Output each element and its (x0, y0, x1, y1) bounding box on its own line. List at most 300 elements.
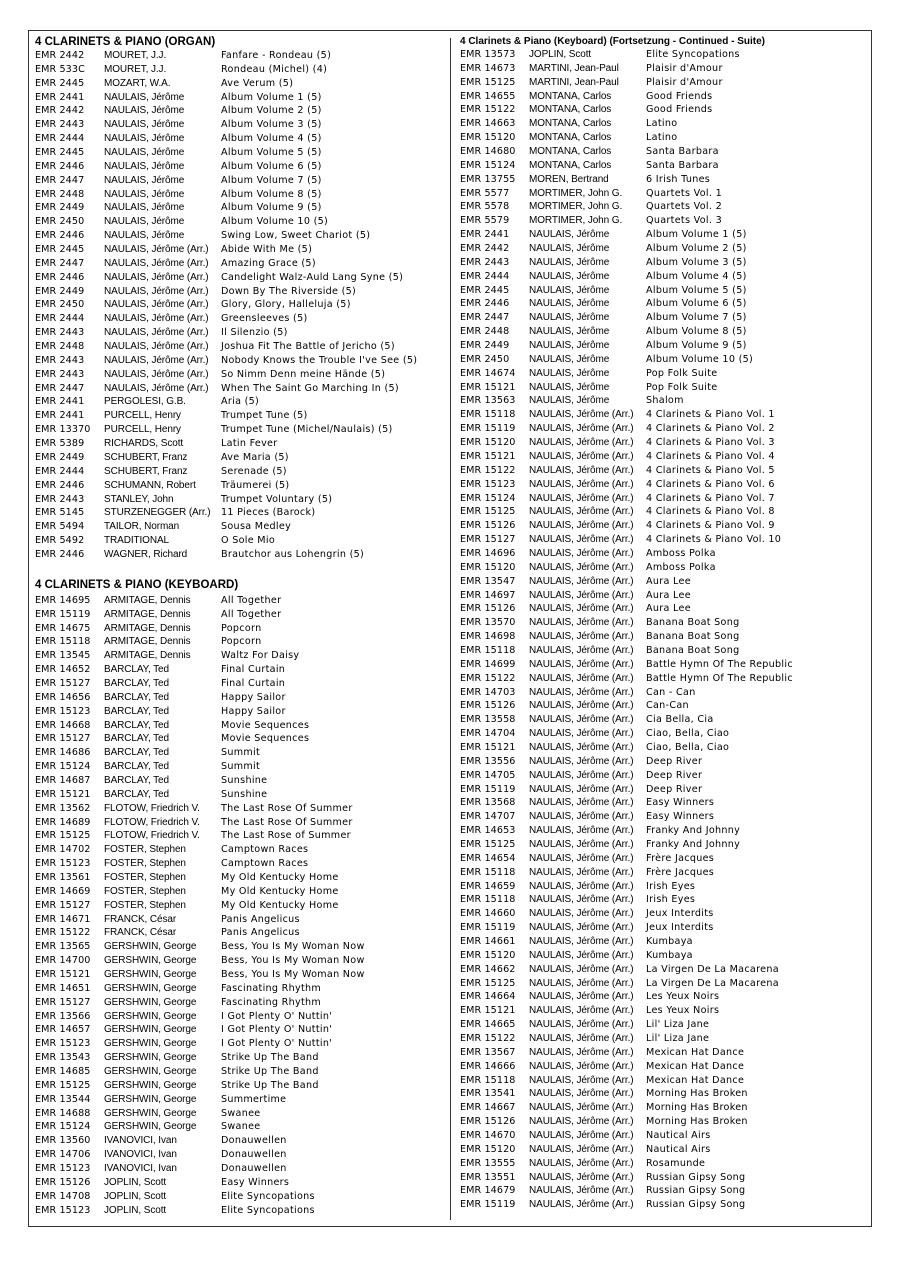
composer-name: GERSHWIN, George (104, 1093, 197, 1105)
composer-name: JOPLIN, Scott (529, 49, 592, 60)
composer-name: GERSHWIN, George (104, 1010, 197, 1022)
catalog-entry (460, 727, 870, 741)
composer-name: NAULAIS, Jérôme (104, 188, 185, 200)
piece-title: Morning Has Broken (646, 1102, 748, 1114)
catalog-entry (35, 649, 445, 663)
piece-title: Banana Boat Song (646, 631, 740, 643)
catalog-entry (35, 271, 445, 285)
piece-title: Pop Folk Suite (646, 367, 718, 379)
piece-title: Banana Boat Song (646, 644, 740, 656)
catalog-entry (35, 340, 445, 354)
catalog-entry (35, 1023, 445, 1037)
catalog-number: EMR 15123 (35, 1204, 91, 1216)
catalog-number: EMR 15127 (35, 996, 91, 1008)
piece-title: Easy Winners (221, 1176, 290, 1188)
composer-name: NAULAIS, Jérôme (Arr.) (104, 271, 209, 283)
catalog-entry (460, 173, 870, 187)
catalog-number: EMR 13556 (460, 755, 516, 767)
catalog-entry (35, 382, 445, 396)
piece-title: Nautical Airs (646, 1130, 711, 1142)
composer-name: STURZENEGGER (Arr.) (104, 507, 211, 519)
composer-name: ARMITAGE, Dennis (104, 594, 191, 606)
composer-name: IVANOVICI, Ivan (104, 1163, 177, 1175)
piece-title: Jeux Interdits (646, 908, 714, 920)
piece-title: Album Volume 8 (5) (221, 188, 322, 200)
piece-title: Fanfare - Rondeau (5) (221, 50, 332, 61)
catalog-entry (460, 658, 870, 672)
composer-name: NAULAIS, Jérôme (529, 243, 610, 255)
piece-title: Frère Jacques (646, 866, 715, 878)
piece-title: Sunshine (221, 788, 268, 800)
catalog-number: EMR 15122 (460, 672, 516, 684)
catalog-number: EMR 15120 (460, 132, 516, 144)
piece-title: Greensleeves (5) (221, 313, 308, 325)
piece-title: Battle Hymn Of The Republic (646, 658, 793, 670)
piece-title: Les Yeux Noirs (646, 991, 720, 1003)
section-gap (35, 562, 445, 578)
catalog-entry (35, 705, 445, 719)
piece-title: Album Volume 3 (5) (221, 119, 322, 131)
catalog-entry (35, 996, 445, 1010)
catalog-entry (460, 90, 870, 104)
catalog-entry (460, 977, 870, 991)
piece-title: Abide With Me (5) (221, 244, 313, 256)
composer-name: GERSHWIN, George (104, 982, 197, 994)
catalog-number: EMR 15119 (460, 783, 516, 795)
piece-title: My Old Kentucky Home (221, 885, 339, 897)
catalog-number: EMR 13370 (35, 424, 91, 436)
catalog-entry (35, 1051, 445, 1065)
catalog-entry (35, 1120, 445, 1134)
composer-name: NAULAIS, Jérôme (Arr.) (529, 658, 634, 670)
catalog-number: EMR 2444 (460, 270, 510, 282)
piece-title: Il Silenzio (5) (221, 327, 288, 339)
piece-title: Quartets Vol. 3 (646, 215, 722, 227)
composer-name: ARMITAGE, Dennis (104, 636, 191, 648)
catalog-entry (35, 160, 445, 174)
composer-name: GERSHWIN, George (104, 996, 197, 1008)
piece-title: Album Volume 3 (5) (646, 256, 747, 268)
composer-name: NAULAIS, Jérôme (Arr.) (529, 838, 634, 850)
catalog-number: EMR 2450 (35, 299, 85, 311)
catalog-entry (35, 871, 445, 885)
composer-name: BARCLAY, Ted (104, 677, 169, 689)
piece-title: Bess, You Is My Woman Now (221, 969, 365, 980)
composer-name: MARTINI, Jean-Paul (529, 62, 619, 74)
piece-title: Cia Bella, Cia (646, 714, 714, 726)
catalog-entry (35, 1190, 445, 1204)
piece-title: Donauwellen (221, 1135, 287, 1147)
catalog-number: EMR 14680 (460, 146, 516, 158)
piece-title: Mexican Hat Dance (646, 1046, 745, 1058)
catalog-entry (35, 312, 445, 326)
catalog-number: EMR 2444 (35, 465, 85, 477)
piece-title: Good Friends (646, 104, 713, 116)
piece-title: Album Volume 6 (5) (221, 160, 322, 172)
catalog-number: EMR 13555 (460, 1157, 516, 1169)
composer-name: NAULAIS, Jérôme (529, 326, 610, 338)
catalog-entry (35, 1162, 445, 1176)
piece-title: La Virgen De La Macarena (646, 977, 779, 989)
catalog-number: EMR 2442 (35, 50, 85, 61)
composer-name: NAULAIS, Jérôme (529, 353, 610, 365)
catalog-entry (35, 1037, 445, 1051)
composer-name: NAULAIS, Jérôme (Arr.) (529, 437, 634, 449)
composer-name: NAULAIS, Jérôme (Arr.) (104, 257, 209, 269)
catalog-number: EMR 13544 (35, 1093, 91, 1105)
catalog-number: EMR 14699 (460, 658, 516, 670)
catalog-number: EMR 14673 (460, 62, 516, 74)
composer-name: NAULAIS, Jérôme (Arr.) (104, 382, 209, 394)
catalog-number: EMR 2446 (35, 271, 85, 283)
catalog-number: EMR 14674 (460, 367, 516, 379)
catalog-entry (35, 229, 445, 243)
catalog-number: EMR 2442 (35, 105, 85, 117)
catalog-number: EMR 15125 (460, 838, 516, 850)
catalog-number: EMR 14707 (460, 811, 516, 823)
piece-title: Down By The Riverside (5) (221, 285, 357, 297)
piece-title: Ciao, Bella, Ciao (646, 728, 730, 740)
piece-title: Russian Gipsy Song (646, 1171, 746, 1183)
catalog-number: EMR 14679 (460, 1185, 516, 1197)
composer-name: NAULAIS, Jérôme (Arr.) (529, 991, 634, 1003)
piece-title: Shalom (646, 395, 684, 407)
composer-name: MORTIMER, John G. (529, 187, 623, 199)
catalog-entry (460, 1018, 870, 1032)
catalog-entry (35, 354, 445, 368)
catalog-entry (460, 519, 870, 533)
catalog-number: EMR 14653 (460, 825, 516, 837)
catalog-entry (460, 1184, 870, 1198)
piece-title: Popcorn (221, 622, 262, 634)
catalog-entry (460, 547, 870, 561)
catalog-entry (460, 741, 870, 755)
section-heading-organ: 4 CLARINETS & PIANO (ORGAN) (35, 36, 216, 48)
piece-title: Sunshine (221, 774, 268, 786)
catalog-entry (35, 1148, 445, 1162)
composer-name: BARCLAY, Ted (104, 788, 169, 800)
composer-name: NAULAIS, Jérôme (Arr.) (529, 963, 634, 975)
catalog-entry (35, 77, 445, 91)
piece-title: Amboss Polka (646, 561, 716, 573)
composer-name: FOSTER, Stephen (104, 885, 186, 897)
piece-title: Kumbaya (646, 936, 693, 947)
catalog-entry (460, 935, 870, 949)
catalog-number: EMR 14656 (35, 691, 91, 703)
catalog-number: EMR 2445 (460, 284, 510, 296)
piece-title: All Together (221, 594, 282, 606)
piece-title: Deep River (646, 755, 703, 767)
catalog-number: EMR 2441 (460, 229, 510, 241)
catalog-number: EMR 13560 (35, 1135, 91, 1147)
catalog-entry (35, 913, 445, 927)
catalog-entry (460, 325, 870, 339)
catalog-number: EMR 2450 (460, 353, 510, 365)
catalog-entry (460, 949, 870, 963)
catalog-entry (35, 608, 445, 622)
catalog-number: EMR 15118 (35, 636, 91, 648)
composer-name: MONTANA, Carlos (529, 104, 612, 116)
catalog-number: EMR 2441 (35, 91, 85, 103)
piece-title: I Got Plenty O' Nuttin' (221, 1024, 333, 1036)
catalog-entry (460, 422, 870, 436)
catalog-number: EMR 14702 (35, 844, 91, 856)
composer-name: GERSHWIN, George (104, 1121, 197, 1133)
composer-name: NAULAIS, Jérôme (Arr.) (529, 728, 634, 740)
catalog-number: EMR 5492 (35, 535, 85, 547)
piece-title: Good Friends (646, 90, 713, 102)
piece-title: Album Volume 1 (5) (221, 91, 322, 103)
composer-name: NAULAIS, Jérôme (104, 216, 185, 228)
piece-title: O Sole Mio (221, 535, 275, 547)
catalog-entry (460, 159, 870, 173)
catalog-entry (35, 395, 445, 409)
composer-name: NAULAIS, Jérôme (Arr.) (529, 617, 634, 629)
piece-title: Album Volume 4 (5) (646, 270, 747, 282)
composer-name: MORTIMER, John G. (529, 201, 623, 213)
piece-title: Aura Lee (646, 575, 691, 587)
catalog-number: EMR 15123 (35, 858, 91, 870)
composer-name: BARCLAY, Ted (104, 719, 169, 731)
catalog-number: EMR 15122 (35, 927, 91, 939)
catalog-number: EMR 2447 (35, 382, 85, 394)
piece-title: Lil' Liza Jane (646, 1019, 710, 1031)
composer-name: MOURET, J.J. (104, 50, 167, 61)
catalog-entry (460, 1143, 870, 1157)
catalog-number: EMR 2446 (460, 298, 510, 310)
catalog-entry (35, 1107, 445, 1121)
catalog-number: EMR 14660 (460, 908, 516, 920)
piece-title: Aura Lee (646, 589, 691, 601)
composer-name: FOSTER, Stephen (104, 871, 186, 883)
composer-name: NAULAIS, Jérôme (Arr.) (529, 686, 634, 698)
catalog-number: EMR 14668 (35, 719, 91, 731)
composer-name: NAULAIS, Jérôme (Arr.) (104, 299, 209, 311)
catalog-entry (35, 899, 445, 913)
catalog-entry (460, 561, 870, 575)
catalog-entry (460, 769, 870, 783)
catalog-entry (460, 214, 870, 228)
catalog-number: EMR 5494 (35, 521, 85, 533)
catalog-entry (460, 394, 870, 408)
piece-title: Latin Fever (221, 438, 278, 450)
catalog-number: EMR 2441 (35, 410, 85, 422)
piece-title: Easy Winners (646, 797, 715, 809)
composer-name: NAULAIS, Jérôme (529, 270, 610, 282)
piece-title: The Last Rose Of Summer (221, 816, 353, 828)
composer-name: NAULAIS, Jérôme (Arr.) (529, 464, 634, 476)
composer-name: GERSHWIN, George (104, 941, 197, 953)
composer-name: GERSHWIN, George (104, 1107, 197, 1119)
piece-title: I Got Plenty O' Nuttin' (221, 1038, 333, 1050)
catalog-entry (35, 760, 445, 774)
catalog-number: EMR 13543 (35, 1052, 91, 1064)
catalog-number: EMR 2443 (35, 327, 85, 339)
composer-name: GERSHWIN, George (104, 955, 197, 967)
composer-name: NAULAIS, Jérôme (Arr.) (529, 603, 634, 615)
piece-title: Candelight Walz-Auld Lang Syne (5) (221, 271, 404, 283)
piece-title: 4 Clarinets & Piano Vol. 7 (646, 492, 775, 504)
piece-title: Album Volume 4 (5) (221, 133, 322, 145)
catalog-number: EMR 2448 (35, 188, 85, 200)
piece-title: Waltz For Daisy (221, 650, 300, 662)
catalog-entry (460, 824, 870, 838)
catalog-entry (460, 575, 870, 589)
catalog-number: EMR 15118 (460, 1074, 516, 1086)
catalog-entry (460, 284, 870, 298)
piece-title: 4 Clarinets & Piano Vol. 4 (646, 450, 775, 462)
piece-title: 4 Clarinets & Piano Vol. 8 (646, 506, 775, 518)
piece-title: Glory, Glory, Halleluja (5) (221, 299, 351, 311)
composer-name: NAULAIS, Jérôme (104, 91, 185, 103)
catalog-entry (35, 816, 445, 830)
catalog-number: EMR 13755 (460, 173, 516, 185)
composer-name: SCHUBERT, Franz (104, 451, 188, 463)
composer-name: NAULAIS, Jérôme (Arr.) (529, 506, 634, 518)
catalog-entry (35, 285, 445, 299)
composer-name: NAULAIS, Jérôme (104, 105, 185, 117)
catalog-number: EMR 15124 (460, 159, 516, 171)
catalog-number: EMR 2443 (35, 354, 85, 366)
catalog-entry (460, 311, 870, 325)
catalog-number: EMR 2445 (35, 77, 85, 89)
catalog-entry (35, 774, 445, 788)
section-heading-keyboard: 4 CLARINETS & PIANO (KEYBOARD) (35, 578, 239, 591)
catalog-entry (460, 602, 870, 616)
piece-title: Panis Angelicus (221, 913, 300, 925)
catalog-number: EMR 15124 (460, 492, 516, 504)
piece-title: Rondeau (Michel) (4) (221, 63, 328, 75)
composer-name: MONTANA, Carlos (529, 159, 612, 171)
composer-name: NAULAIS, Jérôme (529, 381, 610, 393)
piece-title: Banana Boat Song (646, 617, 740, 629)
composer-name: NAULAIS, Jérôme (Arr.) (529, 741, 634, 753)
catalog-entry (35, 746, 445, 760)
catalog-number: EMR 14666 (460, 1060, 516, 1072)
piece-title: Movie Sequences (221, 719, 310, 731)
catalog-number: EMR 13551 (460, 1171, 516, 1183)
composer-name: NAULAIS, Jérôme (Arr.) (529, 589, 634, 601)
composer-name: FRANCK, César (104, 927, 177, 939)
catalog-number: EMR 5145 (35, 507, 85, 519)
catalog-number: EMR 14696 (460, 547, 516, 559)
composer-name: MONTANA, Carlos (529, 118, 612, 130)
composer-name: NAULAIS, Jérôme (Arr.) (529, 409, 634, 421)
catalog-number: EMR 15126 (460, 603, 516, 615)
catalog-number: EMR 2446 (35, 160, 85, 172)
catalog-number: EMR 2443 (460, 256, 510, 268)
catalog-entry (35, 188, 445, 202)
catalog-entry (35, 594, 445, 608)
piece-title: Album Volume 2 (5) (646, 243, 747, 255)
composer-name: IVANOVICI, Ivan (104, 1149, 177, 1161)
composer-name: NAULAIS, Jérôme (529, 284, 610, 296)
catalog-entry (460, 644, 870, 658)
catalog-entry (460, 1198, 870, 1212)
catalog-number: EMR 13568 (460, 797, 516, 809)
composer-name: BARCLAY, Ted (104, 664, 169, 676)
composer-name: MOURET, J.J. (104, 63, 167, 75)
composer-name: NAULAIS, Jérôme (Arr.) (529, 631, 634, 643)
catalog-number: EMR 14706 (35, 1149, 91, 1161)
piece-title: Elite Syncopations (221, 1190, 315, 1202)
composer-name: NAULAIS, Jérôme (529, 256, 610, 268)
composer-name: NAULAIS, Jérôme (Arr.) (529, 1060, 634, 1072)
piece-title: Album Volume 5 (5) (221, 147, 322, 159)
catalog-entry (460, 838, 870, 852)
catalog-number: EMR 15123 (35, 1038, 91, 1050)
catalog-number: EMR 14705 (460, 769, 516, 781)
piece-title: Album Volume 10 (5) (221, 216, 329, 228)
catalog-entry (460, 866, 870, 880)
catalog-number: EMR 14671 (35, 913, 91, 925)
composer-name: BARCLAY, Ted (104, 761, 169, 773)
catalog-entry (35, 1010, 445, 1024)
piece-title: Album Volume 10 (5) (646, 353, 754, 365)
piece-title: 4 Clarinets & Piano Vol. 1 (646, 409, 775, 421)
composer-name: NAULAIS, Jérôme (Arr.) (529, 547, 634, 559)
piece-title: When The Saint Go Marching In (5) (221, 382, 399, 394)
composer-name: JOPLIN, Scott (104, 1190, 167, 1202)
composer-name: FRANCK, César (104, 913, 177, 925)
composer-name: NAULAIS, Jérôme (529, 395, 610, 407)
piece-title: Album Volume 5 (5) (646, 284, 747, 296)
catalog-number: EMR 2446 (35, 479, 85, 491)
piece-title: The Last Rose of Summer (221, 830, 351, 842)
composer-name: BARCLAY, Ted (104, 733, 169, 745)
piece-title: Summit (221, 761, 261, 773)
column-divider (450, 38, 451, 1220)
catalog-number: EMR 14688 (35, 1107, 91, 1119)
composer-name: NAULAIS, Jérôme (104, 133, 185, 145)
catalog-number: EMR 14685 (35, 1066, 91, 1078)
catalog-entry (35, 506, 445, 520)
catalog-number: EMR 14659 (460, 880, 516, 892)
composer-name: NAULAIS, Jérôme (529, 229, 610, 241)
composer-name: PURCELL, Henry (104, 424, 181, 436)
catalog-entry (460, 630, 870, 644)
catalog-entry (35, 1093, 445, 1107)
piece-title: Lil' Liza Jane (646, 1033, 710, 1045)
catalog-entry (35, 982, 445, 996)
piece-title: Strike Up The Band (221, 1052, 319, 1064)
left-column (35, 35, 445, 1217)
catalog-number: EMR 15125 (35, 830, 91, 842)
catalog-number: EMR 15118 (460, 894, 516, 906)
composer-name: NAULAIS, Jérôme (Arr.) (104, 354, 209, 366)
catalog-entry (35, 802, 445, 816)
piece-title: Nautical Airs (646, 1143, 711, 1155)
catalog-entry (460, 381, 870, 395)
catalog-entry (460, 117, 870, 131)
catalog-number: EMR 2446 (35, 548, 85, 560)
catalog-number: EMR 15125 (460, 506, 516, 518)
catalog-entry (35, 677, 445, 691)
composer-name: FLOTOW, Friedrich V. (104, 802, 200, 814)
catalog-entry (460, 408, 870, 422)
composer-name: MORTIMER, John G. (529, 215, 623, 227)
piece-title: Album Volume 7 (5) (221, 174, 322, 186)
piece-title: La Virgen De La Macarena (646, 963, 779, 975)
piece-title: Donauwellen (221, 1149, 287, 1161)
catalog-entry (35, 885, 445, 899)
catalog-number: EMR 2443 (35, 368, 85, 380)
catalog-number: EMR 15119 (35, 608, 91, 620)
piece-title: Quartets Vol. 2 (646, 201, 722, 213)
catalog-entry (460, 1101, 870, 1115)
composer-name: STANLEY, John (104, 493, 174, 505)
composer-name: NAULAIS, Jérôme (Arr.) (529, 769, 634, 781)
